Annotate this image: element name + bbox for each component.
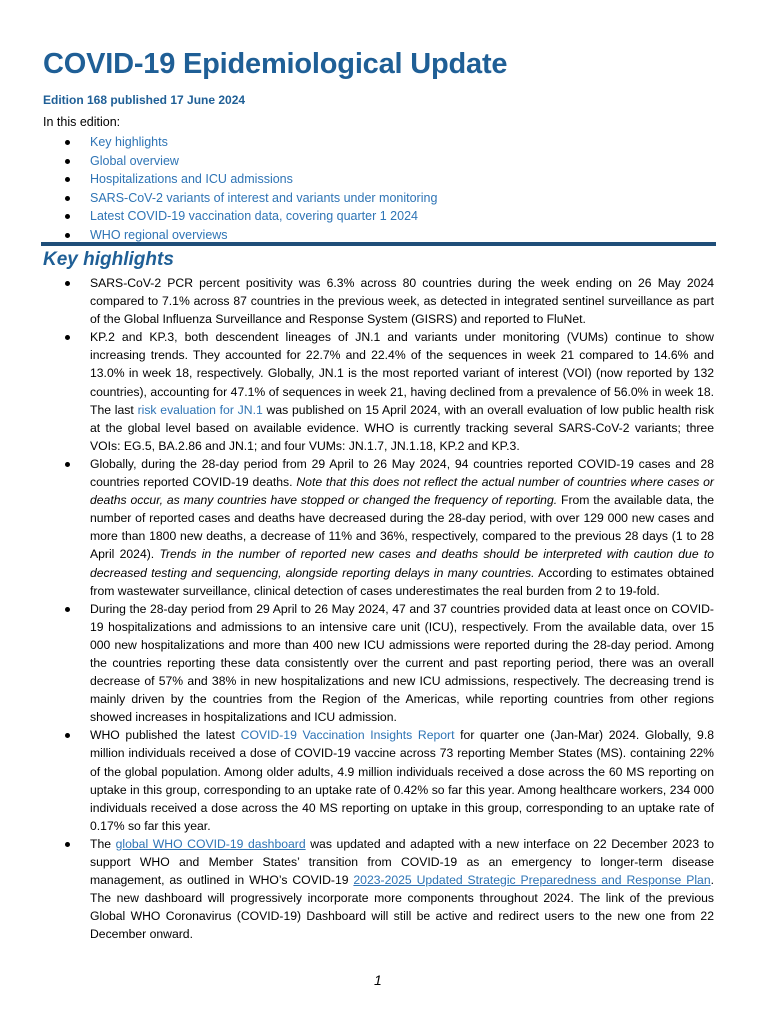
toc-link-global-overview[interactable]: Global overview — [90, 153, 179, 168]
highlight-text: was updated and adapted with a new interface on 22 December 2023 to support WHO and Member States’ transition from COVID-19 as an emergency to longer-term disease management, as outlined in WHO’s COVID-19 — [90, 836, 714, 888]
toc-link-hospitalizations[interactable]: Hospitalizations and ICU admissions — [90, 172, 293, 186]
toc-item — [62, 170, 437, 189]
table-of-contents — [62, 133, 437, 244]
highlight-text: was published on 15 April 2024, with an overall evaluation of low public health risk at the global level based on available evidence. WHO is currently tracking several SARS-CoV-2 variants; three VOIs: EG.5, BA.2.86 and JN.1; and four VUMs: JN.1.7, JN.1.18, KP.2 and KP.3. — [90, 402, 714, 453]
highlight-text: for quarter one (Jan-Mar) 2024. Globally, 9.8 million individuals received a dose of COVID-19 vaccine across 73 reporting Member States (MS). containing 22% of the global population. Among older adults, 4.9 million individuals received a dose across the 60 MS reporting on uptake in this group, corresponding to an uptake rate of 0.42% so far this year. Among healthcare workers, 234 000 individuals received a dose across the 40 MS reporting on uptake in this group, corresponding to an uptake rate of 0.17% so far this year. — [90, 728, 714, 833]
dashboard-link[interactable]: global WHO COVID-19 dashboard — [115, 836, 306, 851]
toc-link-vaccination[interactable]: Latest COVID-19 vaccination data, covering quarter 1 2024 — [90, 209, 418, 223]
risk-evaluation-link[interactable]: risk evaluation for JN.1 — [137, 402, 263, 417]
highlight-percent-positivity — [62, 274, 714, 328]
highlight-variants — [62, 328, 714, 455]
highlight-dashboard — [62, 835, 714, 944]
response-plan-link[interactable]: 2023-2025 Updated Strategic Preparedness and Response Plan — [353, 873, 711, 888]
highlight-text: WHO published the latest — [90, 728, 241, 743]
document-title: COVID-19 Epidemiological Update — [43, 48, 508, 80]
toc-item — [62, 207, 437, 226]
highlight-text: . The new dashboard will progressively incorporate more components throughout 2024. The link of the previous Global WHO Coronavirus (COVID-19) Dashboard will still be active and redirect users to the new one from 22 December onward. — [90, 873, 714, 942]
edition-line: Edition 168 published 17 June 2024 — [43, 93, 246, 107]
highlight-text: Globally, during the 28-day period from 29 April to 26 May 2024, 94 countries reported COVID-19 cases and 28 countries reported COVID-19 deaths. — [90, 456, 714, 490]
section-title-key-highlights: Key highlights — [43, 249, 174, 270]
highlight-hospitalizations — [62, 600, 714, 727]
highlight-note: Note that this does not reflect the actual number of countries where cases or deaths occur, as many countries have stopped or changed the frequency of reporting. — [90, 475, 714, 508]
key-highlights-list — [62, 274, 714, 943]
highlight-text: SARS-CoV-2 PCR percent positivity was 6.3% across 80 countries during the week ending on 26 May 2024 compared to 7.1% across 87 countries in the previous week, as detected in integrated sentinel surveillance as part of the Global Influenza Surveillance and Response System (GISRS) and reported to FluNet. — [90, 276, 714, 327]
section-divider — [41, 242, 716, 246]
highlight-text: The — [90, 836, 116, 851]
highlight-text: From the available data, the number of reported cases and deaths have decreased during the 28-day period, with over 129 000 new cases and more than 1800 new deaths, a decrease of 11% and 36%, respectively, compared to the previous 28 days (1 to 28 April 2024). — [90, 493, 714, 562]
toc-item — [62, 152, 437, 171]
toc-item — [62, 189, 437, 208]
toc-intro: In this edition: — [43, 115, 121, 129]
page-number: 1 — [374, 972, 382, 988]
highlight-text: During the 28-day period from 29 April to 26 May 2024, 47 and 37 countries provided data at least once on COVID-19 hospitalizations and admissions to an intensive care unit (ICU), respectively. From the available data, over 15 000 new hospitalizations and more than 400 new ICU admissions were reported during the 28-day period. Among the countries reporting these data consistently over the current and past reporting period, there was an overall decrease of 57% and 38% in new hospitalizations and new ICU admissions, respectively. The decreasing trend is mainly driven by the countries from the Region of the Americas, while reporting countries from other regions showed increases in hospitalizations and ICU admission. — [90, 601, 714, 725]
toc-item — [62, 133, 437, 152]
highlight-vaccination — [62, 726, 714, 835]
toc-link-key-highlights[interactable]: Key highlights — [90, 135, 168, 149]
highlight-text: KP.2 and KP.3, both descendent lineages of JN.1 and variants under monitoring (VUMs) continue to show increasing trends. They accounted for 22.7% and 22.4% of the sequences in week 21 compared to 14.6% and 13.0% in week 18, respectively. Globally, JN.1 is the most reported variant of interest (VOI) (now reported by 132 countries), accounting for 47.1% of sequences in week 21, having declined from a prevalence of 56.0% in week 18. The last — [90, 330, 714, 417]
toc-link-variants[interactable]: SARS-CoV-2 variants of interest and variants under monitoring — [90, 190, 438, 205]
highlight-cases-deaths — [62, 455, 714, 600]
vaccination-insights-link[interactable]: COVID-19 Vaccination Insights Report — [240, 728, 455, 743]
highlight-text: According to estimates obtained from wastewater surveillance, clinical detection of cases underestimates the real burden from 2 to 19-fold. — [90, 565, 714, 598]
highlight-note: Trends in the number of reported new cases and deaths should be interpreted with caution due to decreased testing and sequencing, alongside reporting delays in many countries. — [90, 547, 715, 580]
toc-link-regional-overviews[interactable]: WHO regional overviews — [90, 227, 228, 242]
